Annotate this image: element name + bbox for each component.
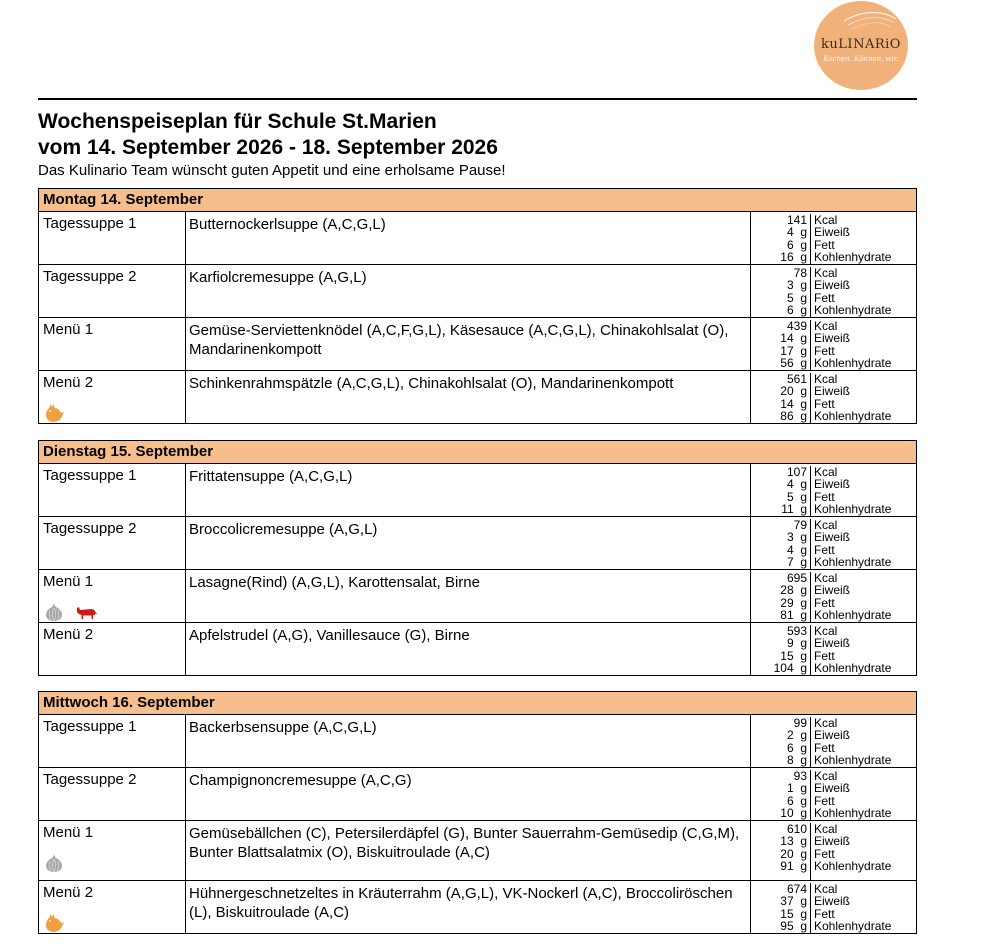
page-title-line2: vom 14. September 2026 - 18. September 2026 — [38, 136, 498, 159]
nutrition-label: Fett — [814, 595, 835, 610]
dish-description: Schinkenrahmspätzle (A,C,G,L), Chinakohlsalat (O), Mandarinenkompott — [186, 371, 751, 423]
nutrition-value: 10 g — [780, 805, 807, 820]
nutrition-info — [751, 517, 916, 569]
nutrition-info — [751, 371, 916, 423]
nutrition-value: 81 g — [780, 607, 807, 622]
menu-row — [38, 881, 917, 934]
nutrition-value: 6 g — [786, 793, 807, 808]
menu-row — [38, 464, 917, 517]
nutrition-label: Eiweiß — [814, 331, 851, 346]
nutrition-label: Kohlenhydrate — [814, 249, 892, 264]
nutrition-value: 11 g — [781, 501, 807, 516]
menu-name — [39, 623, 186, 675]
menu-name-label: Tagessuppe 1 — [43, 467, 137, 484]
nutrition-label: Kcal — [814, 882, 838, 896]
nutrition-label: Kcal — [814, 716, 838, 730]
nutrition-label: Eiweiß — [814, 530, 851, 545]
nutrition-value: 561 — [786, 372, 807, 386]
nutrition-label: Kohlenhydrate — [814, 607, 892, 622]
nutrition-label: Fett — [814, 846, 835, 861]
nutrition-label: Kcal — [814, 571, 838, 585]
menu-name-label: Menü 2 — [43, 626, 94, 643]
nutrition-value: 86 g — [780, 408, 807, 423]
nutrition-value: 9 g — [786, 636, 807, 651]
menu-name-label: Menü 1 — [43, 321, 94, 338]
dish-description: Apfelstrudel (A,G), Vanillesauce (G), Birne — [186, 623, 751, 675]
menu-name — [39, 212, 186, 264]
chicken-icon — [43, 402, 65, 424]
menu-row — [38, 570, 917, 623]
nutrition-info — [751, 715, 916, 767]
dish-description: Backerbsensuppe (A,C,G,L) — [186, 715, 751, 767]
nutrition-label: Fett — [814, 906, 835, 921]
logo-wordmark: kuLINARiO — [821, 36, 901, 52]
nutrition-label: Eiweiß — [814, 225, 851, 240]
nutrition-value: 4 g — [786, 225, 807, 240]
dish-description: Gemüsebällchen (C), Petersilerdäpfel (G), Bunter Sauerrahm-Gemüsedip (C,G,M), Bunter Blattsalatmix (O), Biskuitroulade (A,C) — [186, 821, 751, 880]
nutrition-value: 78 — [793, 266, 807, 280]
nutrition-label: Kohlenhydrate — [814, 858, 892, 873]
menu-name — [39, 715, 186, 767]
nutrition-info — [751, 212, 916, 264]
dish-description: Butternockerlsuppe (A,C,G,L) — [186, 212, 751, 264]
nutrition-label: Kcal — [814, 266, 838, 280]
nutrition-value: 91 g — [780, 858, 807, 873]
nutrition-value: 695 — [786, 571, 807, 585]
menu-name — [39, 768, 186, 820]
dish-description: Hühnergeschnetzeltes in Kräuterrahm (A,G,L), VK-Nockerl (A,C), Broccoliröschen (L), Biskuitroulade (A,C) — [186, 881, 751, 933]
day-section — [38, 440, 917, 676]
nutrition-value: 3 g — [786, 278, 807, 293]
menu-name — [39, 821, 186, 880]
nutrition-value: 16 g — [780, 249, 807, 264]
nutrition-info — [751, 464, 916, 516]
nutrition-value: 7 g — [786, 554, 807, 569]
nutrition-label: Eiweiß — [814, 384, 851, 399]
nutrition-value: 5 g — [786, 489, 807, 504]
nutrition-label: Kohlenhydrate — [814, 355, 892, 370]
nutrition-label: Kcal — [814, 769, 838, 783]
nutrition-label: Fett — [814, 237, 835, 252]
nutrition-label: Fett — [814, 343, 835, 358]
nutrition-value: 13 g — [780, 834, 807, 849]
nutrition-value: 93 — [793, 769, 807, 783]
nutrition-label: Fett — [814, 542, 835, 557]
nutrition-value: 610 — [786, 822, 807, 836]
nutrition-label: Kohlenhydrate — [814, 805, 892, 820]
menu-name-label: Tagessuppe 2 — [43, 268, 137, 285]
nutrition-value: 6 g — [786, 237, 807, 252]
nutrition-value: 5 g — [786, 290, 807, 305]
nutrition-label: Kohlenhydrate — [814, 554, 892, 569]
menu-name — [39, 517, 186, 569]
nutrition-value: 15 g — [780, 648, 807, 663]
page-title-line1: Wochenspeiseplan für Schule St.Marien — [38, 110, 437, 133]
nutrition-value: 20 g — [780, 846, 807, 861]
nutrition-value: 99 — [793, 716, 807, 730]
menu-name-label: Tagessuppe 2 — [43, 520, 137, 537]
cow-icon — [75, 601, 97, 623]
nutrition-info — [751, 318, 916, 370]
nutrition-value: 104 g — [773, 660, 807, 675]
nutrition-value: 95 g — [780, 918, 807, 933]
nutrition-label: Fett — [814, 290, 835, 305]
nutrition-value: 141 — [786, 213, 807, 227]
chicken-icon — [43, 912, 65, 934]
nutrition-value: 79 — [793, 518, 807, 532]
nutrition-info — [751, 570, 916, 622]
menu-name — [39, 318, 186, 370]
nutrition-value: 8 g — [786, 752, 807, 767]
nutrition-label: Kcal — [814, 624, 838, 638]
kulinario-logo — [814, 1, 908, 90]
dish-description: Broccolicremesuppe (A,G,L) — [186, 517, 751, 569]
nutrition-label: Eiweiß — [814, 636, 851, 651]
page-subtitle: Das Kulinario Team wünscht guten Appetit und eine erholsame Pause! — [38, 162, 506, 179]
menu-row — [38, 265, 917, 318]
dish-description: Lasagne(Rind) (A,G,L), Karottensalat, Birne — [186, 570, 751, 622]
menu-name-label: Tagessuppe 2 — [43, 771, 137, 788]
menu-row — [38, 623, 917, 676]
logo-tagline: Kochen. Können. wir. — [823, 54, 899, 63]
nutrition-label: Kcal — [814, 372, 838, 386]
nutrition-label: Kcal — [814, 465, 838, 479]
nutrition-info — [751, 768, 916, 820]
nutrition-label: Kohlenhydrate — [814, 752, 892, 767]
garlic-icon — [43, 852, 65, 874]
nutrition-label: Kcal — [814, 518, 838, 532]
nutrition-label: Eiweiß — [814, 477, 851, 492]
nutrition-value: 107 — [786, 465, 807, 479]
menu-row — [38, 715, 917, 768]
menu-name — [39, 570, 186, 622]
nutrition-label: Eiweiß — [814, 278, 851, 293]
menu-row — [38, 212, 917, 265]
menu-row — [38, 821, 917, 881]
nutrition-value: 56 g — [780, 355, 807, 370]
dish-description: Karfiolcremesuppe (A,G,L) — [186, 265, 751, 317]
nutrition-value: 17 g — [780, 343, 807, 358]
nutrition-label: Fett — [814, 793, 835, 808]
menu-name — [39, 265, 186, 317]
nutrition-value: 28 g — [780, 583, 807, 598]
nutrition-label: Kohlenhydrate — [814, 302, 892, 317]
day-section — [38, 188, 917, 424]
menu-row — [38, 517, 917, 570]
menu-row — [38, 371, 917, 424]
nutrition-label: Kohlenhydrate — [814, 408, 892, 423]
nutrition-value: 593 — [786, 624, 807, 638]
dish-description: Gemüse-Serviettenknödel (A,C,F,G,L), Käsesauce (A,C,G,L), Chinakohlsalat (O), Mandarinenkompott — [186, 318, 751, 370]
nutrition-label: Fett — [814, 648, 835, 663]
menu-name — [39, 881, 186, 933]
day-header: Mittwoch 16. September — [38, 691, 917, 715]
nutrition-info — [751, 265, 916, 317]
nutrition-label: Kohlenhydrate — [814, 501, 892, 516]
nutrition-label: Fett — [814, 396, 835, 411]
nutrition-value: 4 g — [786, 542, 807, 557]
day-header: Dienstag 15. September — [38, 440, 917, 464]
nutrition-info — [751, 623, 916, 675]
nutrition-label: Eiweiß — [814, 728, 851, 743]
nutrition-label: Eiweiß — [814, 834, 851, 849]
nutrition-label: Eiweiß — [814, 894, 851, 909]
menu-name-label: Tagessuppe 1 — [43, 718, 137, 735]
day-section — [38, 691, 917, 934]
menu-name — [39, 464, 186, 516]
nutrition-value: 29 g — [780, 595, 807, 610]
dish-description: Frittatensuppe (A,C,G,L) — [186, 464, 751, 516]
nutrition-label: Fett — [814, 489, 835, 504]
nutrition-label: Eiweiß — [814, 781, 851, 796]
nutrition-value: 6 g — [786, 740, 807, 755]
menu-name — [39, 371, 186, 423]
dish-description: Champignoncremesuppe (A,C,G) — [186, 768, 751, 820]
nutrition-value: 674 — [786, 882, 807, 896]
nutrition-value: 439 — [786, 319, 807, 333]
garlic-icon — [43, 601, 65, 623]
menu-row — [38, 768, 917, 821]
menu-name-label: Menü 2 — [43, 884, 94, 901]
nutrition-value: 14 g — [780, 331, 807, 346]
menu-name-label: Menü 1 — [43, 573, 94, 590]
top-divider — [38, 98, 917, 100]
menu-name-label: Menü 1 — [43, 824, 94, 841]
nutrition-label: Eiweiß — [814, 583, 851, 598]
menu-row — [38, 318, 917, 371]
nutrition-value: 20 g — [780, 384, 807, 399]
nutrition-label: Kohlenhydrate — [814, 660, 892, 675]
nutrition-value: 2 g — [786, 728, 807, 743]
nutrition-value: 14 g — [780, 396, 807, 411]
nutrition-info — [751, 881, 916, 933]
nutrition-label: Kcal — [814, 822, 838, 836]
day-header: Montag 14. September — [38, 188, 917, 212]
nutrition-value: 6 g — [786, 302, 807, 317]
nutrition-label: Kcal — [814, 319, 838, 333]
nutrition-value: 37 g — [780, 894, 807, 909]
nutrition-info — [751, 821, 916, 880]
nutrition-value: 4 g — [786, 477, 807, 492]
menu-name-label: Menü 2 — [43, 374, 94, 391]
nutrition-value: 1 g — [786, 781, 807, 796]
nutrition-value: 15 g — [780, 906, 807, 921]
nutrition-label: Kohlenhydrate — [814, 918, 892, 933]
nutrition-value: 3 g — [786, 530, 807, 545]
nutrition-label: Fett — [814, 740, 835, 755]
nutrition-label: Kcal — [814, 213, 838, 227]
menu-name-label: Tagessuppe 1 — [43, 215, 137, 232]
